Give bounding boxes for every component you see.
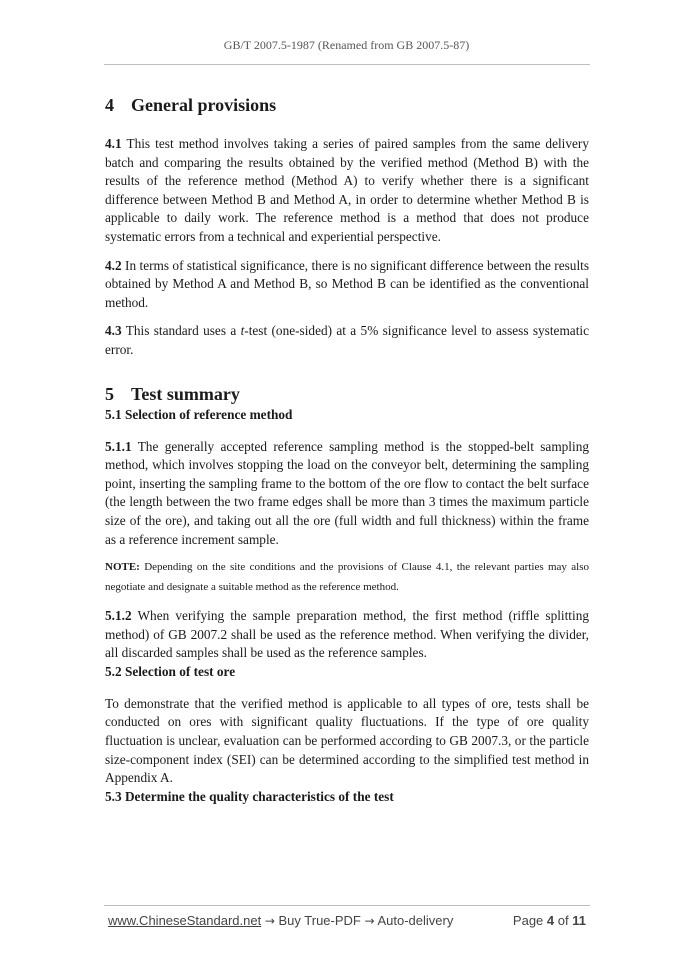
- website-link[interactable]: www.ChineseStandard.net: [108, 913, 262, 928]
- clause-id: 4.2: [105, 257, 122, 273]
- clause-text: -test (one-sided) at a 5% significance level to assess systematic error.: [105, 323, 589, 357]
- clause-4-3: [105, 322, 589, 359]
- subsection-5-2-heading: 5.2 Selection of test ore: [105, 663, 236, 679]
- clause-text: In terms of statistical significance, there is no significant difference between the results obtained by Method A and Method B, so Method B can be identified as the conventional method.: [105, 257, 590, 310]
- right-arrow-icon: →: [264, 914, 275, 928]
- t-symbol: t: [240, 323, 245, 339]
- clause-id: 5.1.2: [105, 608, 132, 624]
- right-arrow-icon: →: [364, 914, 375, 928]
- subsection-5-3-heading: 5.3 Determine the quality characteristics of the test: [105, 788, 394, 804]
- section-5-heading: [105, 382, 589, 406]
- page-content: [105, 93, 589, 806]
- running-header: GB/T 2007.5-1987 (Renamed from GB 2007.5-87): [223, 38, 470, 52]
- note-text: Depending on the site conditions and the provisions of Clause 4.1, the relevant parties may also negotiate and designate a suitable method as the reference method.: [105, 561, 589, 594]
- page-indicator: [513, 913, 586, 928]
- buy-pdf-text: Buy True-PDF: [278, 913, 361, 928]
- clause-id: 4.1: [105, 136, 122, 151]
- section-title: Test summary: [131, 383, 240, 404]
- header-divider: [104, 64, 590, 65]
- clause-id: 5.1.1: [105, 438, 132, 454]
- of-label: of: [557, 913, 569, 928]
- clause-4-2: [105, 257, 589, 313]
- section-number: 4: [105, 95, 114, 115]
- clause-text: This standard uses a: [125, 323, 241, 339]
- section-number: 5: [105, 383, 114, 404]
- clause-text: The generally accepted reference sampling method is the stopped-belt sampling method, which involves stopping the load on the conveyor belt, determining the sampling point, inserting the sampling frame to the bottom of the ore flow to contact the belt surface (the length between the two frame edges shall be more than 3 times the maximum particle size of the ore), and taking out all the ore (full width and full thickness) within the frame as a reference increment sample.: [105, 438, 589, 547]
- note-label: NOTE:: [105, 561, 140, 574]
- subsection-5-1-heading: 5.1 Selection of reference method: [105, 406, 293, 422]
- note: [105, 557, 589, 597]
- page-number: 4: [546, 913, 555, 928]
- subsection-5-2-text: To demonstrate that the verified method is applicable to all types of ore, tests shall be conducted on ores with significant quality fluctuations. If the type of ore quality fluctuation is unclear, evaluation can be performed according to GB 2007.3, or the particle size-component index (SEI) can be determined according to the simplified test method in Appendix A.: [105, 695, 589, 786]
- page-total: 11: [572, 913, 586, 928]
- footer-divider: [104, 905, 590, 906]
- page-footer: [108, 913, 586, 933]
- page-label: Page: [512, 913, 544, 928]
- clause-text: This test method involves taking a series of paired samples from the same delivery batch and comparing the results obtained by the verified method (Method B) with the results of the reference method (Method A) to verify whether there is a significant difference between Method B and Method A, in order to determine whether Method B is applicable to daily work. The reference method is a method that does not produce systematic errors from a technical and experiential perspective.: [105, 136, 589, 244]
- clause-5-1-1: [105, 438, 589, 550]
- clause-id: 4.3: [105, 323, 122, 339]
- footer-links: [108, 913, 453, 928]
- auto-delivery-text: Auto-delivery: [377, 913, 454, 928]
- clause-5-1-2: [105, 607, 589, 663]
- clause-text: When verifying the sample preparation method, the first method (riffle splitting method) of GB 2007.2 shall be used as the reference method. When verifying the divider, all discarded samples shall be used as the reference samples.: [105, 608, 589, 661]
- clause-4-1: [105, 135, 589, 247]
- section-4-heading: [105, 93, 589, 117]
- section-title: General provisions: [131, 95, 277, 115]
